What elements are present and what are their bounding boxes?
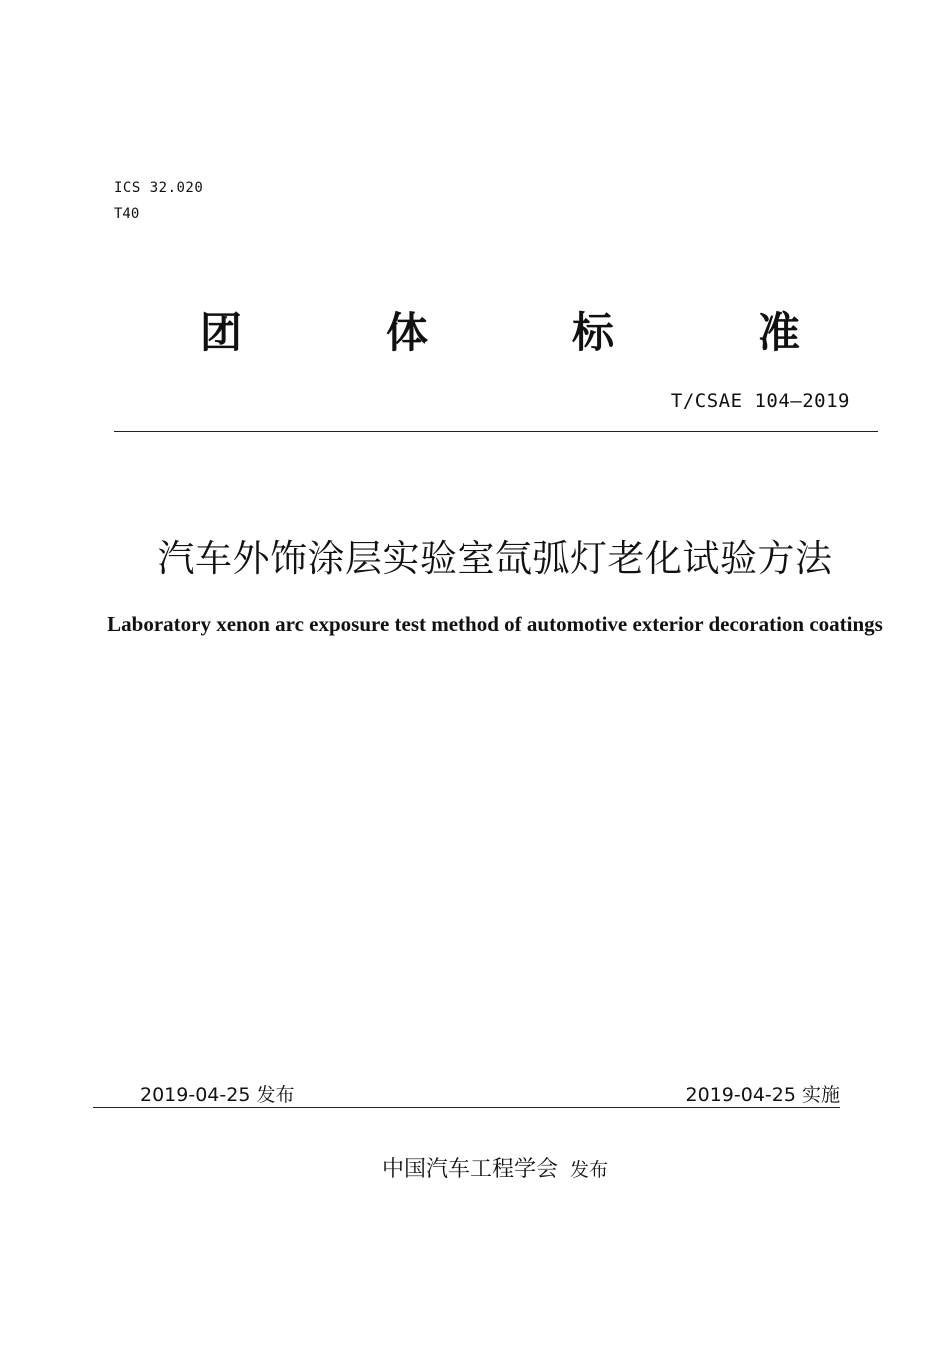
- implement-date: 2019-04-25 实施: [685, 1084, 840, 1106]
- publisher-suffix: 发布: [570, 1159, 609, 1181]
- standard-type-char: 团: [200, 308, 243, 357]
- standard-type-char: 体: [385, 308, 428, 357]
- publish-date: 2019-04-25 发布: [140, 1084, 295, 1106]
- header-divider: [114, 431, 878, 432]
- document-title-en: Laboratory xenon arc exposure test method of automotive exterior decoration coatings: [107, 612, 883, 636]
- standard-type-char: 准: [757, 308, 800, 357]
- standard-type-heading: [200, 305, 800, 361]
- standard-type-char: 标: [571, 308, 614, 357]
- standard-number: T/CSAE 104—2019: [670, 390, 850, 412]
- publisher-line: [0, 1152, 950, 1183]
- ics-code: ICS 32.020: [114, 180, 204, 196]
- ccs-code: T40: [114, 206, 140, 222]
- publisher-name: 中国汽车工程学会: [381, 1157, 558, 1182]
- document-title-zh: 汽车外饰涂层实验室氙弧灯老化试验方法: [157, 537, 833, 580]
- footer-divider: [93, 1107, 840, 1108]
